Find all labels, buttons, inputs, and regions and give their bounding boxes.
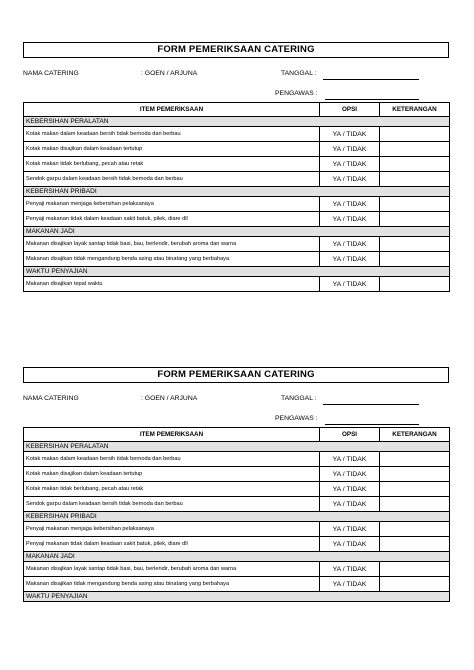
table-row <box>24 497 450 512</box>
table-row <box>24 562 450 577</box>
keterangan-cell[interactable] <box>380 452 450 467</box>
opsi-choice[interactable]: YA / TIDAK <box>320 127 380 142</box>
keterangan-cell[interactable] <box>380 467 450 482</box>
table-header <box>24 103 450 117</box>
opsi-choice[interactable]: YA / TIDAK <box>320 157 380 172</box>
item-text: Kotak makan tidak berlubang, pecah atau retak <box>24 157 320 172</box>
header-item: ITEM PEMERIKSAAN <box>24 103 320 117</box>
opsi-choice[interactable]: YA / TIDAK <box>320 142 380 157</box>
pengawas-field[interactable] <box>325 414 419 425</box>
tanggal-field[interactable] <box>323 394 419 405</box>
opsi-choice[interactable]: YA / TIDAK <box>320 482 380 497</box>
section-row: KEBERSIHAN PRIBADI <box>24 512 450 522</box>
opsi-choice[interactable]: YA / TIDAK <box>320 172 380 187</box>
table-row <box>24 197 450 212</box>
item-text: Sendok garpu dalam keadaan bersih tidak bernoda dan berbau <box>24 497 320 512</box>
section-row: WAKTU PENYAJIAN <box>24 267 450 277</box>
section-row: MAKANAN JADI <box>24 552 450 562</box>
keterangan-cell[interactable] <box>380 537 450 552</box>
table-row <box>24 522 450 537</box>
checklist-table <box>23 427 450 602</box>
opsi-choice[interactable]: YA / TIDAK <box>320 497 380 512</box>
item-text: Penyaji makanan tidak dalam keadaan sakit batuk, pilek, diare dll <box>24 537 320 552</box>
keterangan-cell[interactable] <box>380 212 450 227</box>
form-info <box>23 58 449 102</box>
item-text: Penyaji makanan menjaga kebersihan pelaksanaya <box>24 197 320 212</box>
opsi-choice[interactable]: YA / TIDAK <box>320 197 380 212</box>
opsi-choice[interactable]: YA / TIDAK <box>320 562 380 577</box>
section-row: KEBERSIHAN PERALATAN <box>24 117 450 127</box>
nama-catering-label: NAMA CATERING <box>23 70 79 77</box>
nama-catering-label: NAMA CATERING <box>23 395 79 402</box>
opsi-choice[interactable]: YA / TIDAK <box>320 522 380 537</box>
section-row: WAKTU PENYAJIAN <box>24 592 450 602</box>
form-bottom <box>23 367 449 602</box>
table-row <box>24 482 450 497</box>
pengawas-label: PENGAWAS : <box>275 415 318 422</box>
tanggal-label: TANGGAL : <box>281 70 317 77</box>
item-text: Makanan disajikan tidak mengandung benda asing atau binatang yang berbahaya <box>24 252 320 267</box>
item-text: Sendok garpu dalam keadaan bersih tidak bernoda dan berbau <box>24 172 320 187</box>
item-text: Makanan disajikan tepat waktu <box>24 277 320 292</box>
form-title: FORM PEMERIKSAAN CATERING <box>23 42 449 58</box>
pengawas-label: PENGAWAS : <box>275 90 318 97</box>
item-text: Kotak makan disajikan dalam keadaan tertutup <box>24 467 320 482</box>
item-text: Makanan disajikan layak santap tidak basi, bau, berlendir, berubah aroma dan warna <box>24 237 320 252</box>
header-keterangan: KETERANGAN <box>380 428 450 442</box>
item-text: Kotak makan tidak berlubang, pecah atau retak <box>24 482 320 497</box>
header-opsi: OPSI <box>320 103 380 117</box>
form-title: FORM PEMERIKSAAN CATERING <box>23 367 449 383</box>
section-row: KEBERSIHAN PERALATAN <box>24 442 450 452</box>
form-top <box>23 42 449 292</box>
opsi-choice[interactable]: YA / TIDAK <box>320 237 380 252</box>
table-row <box>24 467 450 482</box>
keterangan-cell[interactable] <box>380 157 450 172</box>
item-text: Makanan disajikan tidak mengandung benda asing atau binatang yang berbahaya <box>24 577 320 592</box>
item-text: Kotak makan dalam keadaan bersih tidak bernoda dan berbau <box>24 127 320 142</box>
keterangan-cell[interactable] <box>380 197 450 212</box>
item-text: Kotak makan disajikan dalam keadaan tertutup <box>24 142 320 157</box>
keterangan-cell[interactable] <box>380 577 450 592</box>
item-text: Penyaji makanan tidak dalam keadaan sakit batuk, pilek, diare dll <box>24 212 320 227</box>
opsi-choice[interactable]: YA / TIDAK <box>320 467 380 482</box>
item-text: Penyaji makanan menjaga kebersihan pelaksanaya <box>24 522 320 537</box>
keterangan-cell[interactable] <box>380 237 450 252</box>
opsi-choice[interactable]: YA / TIDAK <box>320 277 380 292</box>
table-header <box>24 428 450 442</box>
form-info <box>23 383 449 427</box>
header-opsi: OPSI <box>320 428 380 442</box>
keterangan-cell[interactable] <box>380 482 450 497</box>
table-row <box>24 252 450 267</box>
keterangan-cell[interactable] <box>380 127 450 142</box>
section-row: KEBERSIHAN PRIBADI <box>24 187 450 197</box>
table-row <box>24 537 450 552</box>
table-row <box>24 577 450 592</box>
item-text: Makanan disajikan layak santap tidak basi, bau, berlendir, berubah aroma dan warna <box>24 562 320 577</box>
section-row: MAKANAN JADI <box>24 227 450 237</box>
opsi-choice[interactable]: YA / TIDAK <box>320 577 380 592</box>
table-row <box>24 277 450 292</box>
opsi-choice[interactable]: YA / TIDAK <box>320 452 380 467</box>
opsi-choice[interactable]: YA / TIDAK <box>320 212 380 227</box>
item-text: Kotak makan dalam keadaan bersih tidak bernoda dan berbau <box>24 452 320 467</box>
table-row <box>24 172 450 187</box>
checklist-table <box>23 102 450 292</box>
tanggal-label: TANGGAL : <box>281 395 317 402</box>
header-keterangan: KETERANGAN <box>380 103 450 117</box>
table-row <box>24 212 450 227</box>
table-row <box>24 142 450 157</box>
keterangan-cell[interactable] <box>380 142 450 157</box>
pengawas-field[interactable] <box>325 89 419 100</box>
keterangan-cell[interactable] <box>380 497 450 512</box>
opsi-choice[interactable]: YA / TIDAK <box>320 537 380 552</box>
keterangan-cell[interactable] <box>380 562 450 577</box>
table-row <box>24 127 450 142</box>
keterangan-cell[interactable] <box>380 172 450 187</box>
nama-catering-value: : GOEN / ARJUNA <box>141 70 198 77</box>
table-row <box>24 237 450 252</box>
table-row <box>24 157 450 172</box>
opsi-choice[interactable]: YA / TIDAK <box>320 252 380 267</box>
keterangan-cell[interactable] <box>380 277 450 292</box>
keterangan-cell[interactable] <box>380 252 450 267</box>
table-row <box>24 452 450 467</box>
nama-catering-value: : GOEN / ARJUNA <box>141 395 198 402</box>
keterangan-cell[interactable] <box>380 522 450 537</box>
tanggal-field[interactable] <box>323 69 419 80</box>
header-item: ITEM PEMERIKSAAN <box>24 428 320 442</box>
